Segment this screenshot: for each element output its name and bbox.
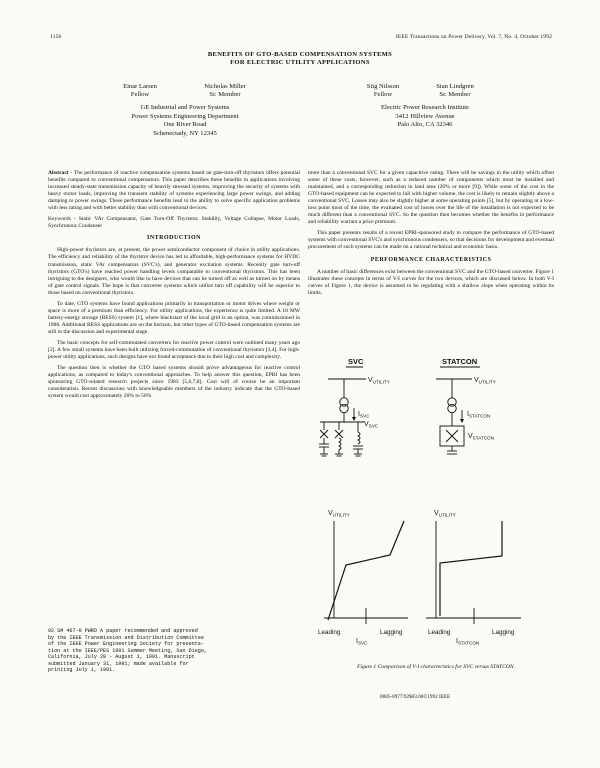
footnote-line: tion at the IEEE/PES 1991 Summer Meeting, San Diego, [48, 647, 207, 654]
figure-caption [336, 664, 536, 671]
i-symbol: I [467, 411, 469, 418]
v-subscript: UTILITY [372, 379, 390, 385]
paper-title [150, 51, 450, 67]
svc-current-arrowhead [352, 417, 356, 421]
v-subscript: SVC [368, 423, 379, 429]
statcon-current-arrowhead [460, 419, 464, 423]
affiliation-line: GE Industrial and Power Systems [140, 104, 230, 111]
affiliation-line: 3412 Hillview Avenue [395, 112, 455, 120]
affiliation-line: Schenectady, NY 12345 [153, 129, 217, 137]
statcon-transformer-icon [448, 404, 456, 412]
svc-vi-characteristic [328, 521, 404, 620]
paragraph: more than a conventional SVC for a given capacitive rating. There will be savings in the utility which offset some of these costs, however, such as a reduced number of components which must be installed and maintained, and a corresponding reduction in land area (20% or more [9]). While some of the cost in the GTO-based equipment can be expected to fall with higher volume, the cost is likely to remain slightly above a conventional SVC. Losses may also be slightly higher at some operating points [5], but by operating at a low-loss point most of the time, the evaluated cost of losses over the life of the installation is not expected to be much different than a conventional SVC. So the question then becomes whether the benefits in performance and reliability warrant a price premium. [308, 170, 554, 226]
paragraph: The basic concepts for self-commutated converters for reactive power control were outlined many years ago [2]. A few small systems have been built utilizing forced-commutation of conventional thyristors [3,4]. For high-power utility applications, such designs have not found acceptance due to their high cost and complexity. [48, 339, 300, 361]
v-subscript: UTILITY [332, 512, 350, 518]
keywords-text: - Static VAr Compensator, Gate Turn-Off Thyristor, Stability, Voltage Collapse, Motor Loads, Synchronous Condenser [48, 216, 300, 230]
page-number: 1156 [50, 34, 62, 40]
left-column [48, 170, 300, 404]
section-heading-introduction: INTRODUCTION [146, 235, 201, 242]
abstract [48, 170, 300, 212]
svc-v-utility-label [368, 377, 390, 385]
statcon-lagging-label: Lagging [492, 629, 515, 636]
i-symbol: I [356, 638, 358, 645]
journal-header: IEEE Transactions on Power Delivery, Vol. 7, No. 4, October 1992 [395, 34, 552, 40]
svc-reactor-icon [339, 438, 341, 450]
statcon-current-label [467, 411, 490, 419]
statcon-vi-v-label [434, 510, 456, 518]
statcon-vi-i-label [456, 638, 479, 646]
svc-thyristor-icon [335, 430, 343, 438]
author-block [105, 83, 175, 99]
title-line-2: FOR ELECTRIC UTILITY APPLICATIONS [230, 59, 370, 66]
author-block [353, 83, 413, 99]
affiliation-line: Palo Alto, CA 32346 [397, 121, 453, 128]
statcon-leading-label: Leading [428, 629, 451, 636]
right-column [308, 170, 554, 301]
paragraph: The question then is whether the GTO based systems should prove advantageous for reactive control applications, as compared to today's conventional approaches. To help answer this question, EPRI has been sponsoring GTO-related research projects since 1983 [5,6,7,8]. Cost will of course be an important consideration. Recent discussions with knowledgeable members of the industry indicate that the GTO-based system would cost approximately 20% to 50% [48, 365, 300, 400]
author-name: Stig Nilsson [366, 83, 400, 90]
statcon-vi-curve [426, 510, 521, 646]
copyright-code: 0885-8977/92$03.00©1992 IEEE [380, 694, 451, 700]
abstract-label: Abstract [48, 170, 69, 176]
i-subscript: STATCON [457, 640, 480, 646]
affiliation-line: Power Systems Engineering Department [131, 112, 239, 120]
i-subscript: SVC [357, 640, 368, 646]
caption-label: Figure 1 [357, 664, 377, 670]
author-role: Fellow [130, 91, 150, 98]
statcon-heading: STATCON [442, 358, 478, 366]
i-symbol: I [456, 638, 458, 645]
section-heading-performance: PERFORMANCE CHARACTERISTICS [370, 256, 492, 263]
v-subscript: UTILITY [478, 379, 496, 385]
svc-current-label [358, 411, 370, 419]
v-symbol: V [328, 510, 333, 517]
footnote-line: of the IEEE Power Engineering Society for presenta- [48, 641, 204, 647]
keywords-label: Keywords [48, 216, 71, 223]
author-name: Einar Larsen [123, 83, 157, 90]
v-symbol: V [368, 377, 373, 384]
svc-transformer-icon [340, 404, 348, 412]
v-symbol: V [468, 433, 473, 440]
title-line-1: BENEFITS OF GTO-BASED COMPENSATION SYSTEMS [207, 51, 393, 58]
affiliation-left [90, 104, 280, 138]
author-name: Stan Lindgren [436, 83, 474, 90]
svc-thyristor-icon [320, 430, 328, 438]
figure-1 [306, 358, 556, 710]
svc-vi-i-label [356, 638, 368, 646]
affiliation-right [345, 104, 505, 130]
author-block [190, 83, 260, 99]
i-subscript: SVC [359, 413, 370, 419]
statcon-v-utility-label [474, 377, 496, 385]
author-block [420, 83, 490, 99]
footnote-line: California, July 28 - August 1, 1991. Manuscript [48, 654, 195, 660]
v-symbol: V [474, 377, 479, 384]
author-role: Sr. Member [209, 91, 241, 98]
statcon-vi-characteristic [440, 521, 502, 616]
svc-circuit-diagram [319, 358, 390, 456]
keywords [48, 216, 300, 230]
footnote-line: submitted January 31, 1991; made available for [48, 660, 189, 667]
v-symbol: V [434, 510, 439, 517]
author-name: Nicholas Miller [204, 83, 246, 90]
svc-leading-label: Leading [318, 629, 341, 636]
v-symbol: V [364, 421, 369, 428]
statcon-v-statcon-label [468, 433, 494, 441]
author-role: Fellow [373, 91, 393, 98]
v-subscript: STATCON [472, 435, 494, 441]
statcon-circuit-diagram [436, 358, 496, 454]
svc-v-svc-label [364, 421, 379, 429]
footnote-line: by the IEEE Transmission and Distribution Committee [48, 634, 204, 641]
paragraph: High-power thyristors are, at present, the power semiconductor component of choice in utility applications. The efficiency and reliability of the thyristor device has led to affordable, high-performance systems for HVDC transmission, static VAr compensators (SVC's), and generator excitation systems. Recently gate turn-off thyristors (GTO's) have reached power handling levels comparable to conventional thyristors. This has been intriguing to the designers, who would like to have devices that can be turned off as well as turned on by means of gate control signals. The hope is that converter systems which utilize turn off capability will be superior to those based on conventional thyristors. [48, 247, 300, 296]
gto-converter-icon [446, 430, 458, 442]
i-symbol: I [358, 411, 360, 418]
abstract-text: - The performance of reactive compensation systems based on gate-turn-off thyristors offers potential benefits compared to conventional compensators. This paper describes these benefits in applications involving increased steady-state transmission capacity of heavily stressed systems, improving the security of systems with heavy motor loads, improving the transient stability of systems experiencing large power swings, and adding damping to power swings. These performance benefits lead to the ability to solve specific application problems with less rating and with better stability than with conventional devices. [48, 170, 300, 212]
paragraph: A number of basic differences exist between the conventional SVC and the GTO-based converter. Figure 1 illustrates these concepts in terms of V-I curves for the two devices, which are discussed below. In both V-I curves of Figure 1, the device is assumed to be regulating with a shallow slope when operating within its limits. [308, 268, 555, 296]
paragraph: This paper presents results of a recent EPRI-sponsored study to compare the performance of GTO-based systems with conventional SVC's and synchronous condensers, so that decisions for development and eventual procurement of such systems can be made on a rational technical and economic basis. [308, 230, 554, 251]
author-role: Sr. Member [439, 91, 471, 98]
svc-vi-v-label [328, 510, 350, 518]
v-subscript: UTILITY [438, 512, 456, 518]
paragraph: To date, GTO systems have found applications primarily in transportation or motor drives where weight or space is more of a premium than efficiency. For utility applications, the experience is quite limited. A 10 MW battery-energy storage (BESS) system [1], where blackstart of the local grid is an option, was commissioned in 1988. Additional BESS applications are on the horizon, but other types of GTO-based compensation systems are still in the discussion and experimental stage. [48, 300, 300, 335]
i-subscript: STATCON [468, 413, 491, 419]
svc-heading: SVC [348, 358, 364, 366]
footnote-line: 92 SM 467-0 PWRD A paper recommended and approved [48, 628, 198, 634]
caption-text: Comparison of V-I characteristics for SVC versus STATCON. [376, 664, 515, 670]
footnote-line: printing July 1, 1991. [48, 667, 116, 673]
svc-filter-reactor-icon [358, 432, 360, 444]
svc-vi-curve [318, 510, 408, 646]
affiliation-line: One River Road [163, 121, 207, 128]
svc-lagging-label: Lagging [380, 629, 403, 636]
affiliation-line: Electric Power Research Institute [380, 104, 470, 111]
footnote [48, 628, 304, 674]
